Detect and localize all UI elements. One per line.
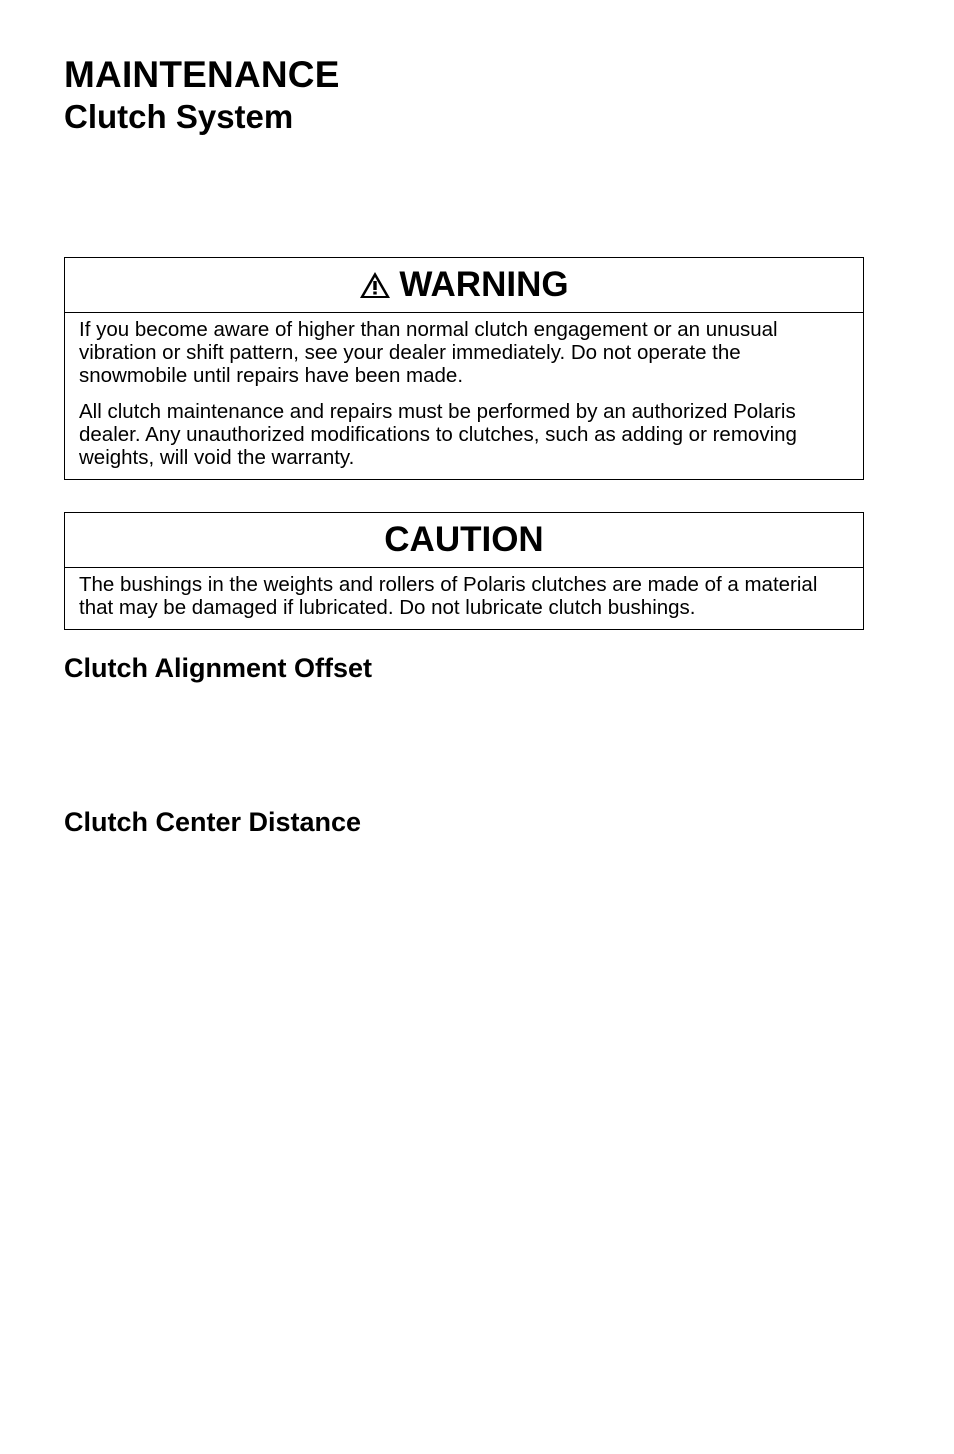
warning-label: WARNING <box>399 265 569 304</box>
page-title: MAINTENANCE <box>64 54 340 95</box>
clutch-center-distance-heading: Clutch Center Distance <box>64 807 362 837</box>
caution-box <box>64 512 864 630</box>
caution-body <box>65 568 863 629</box>
warning-box <box>64 257 864 480</box>
warning-paragraph: If you become aware of higher than normal clutch engagement or an unusual vibration or shift pattern, see your dealer immediately. Do not operate the snowmobile until repairs have been made. <box>79 318 778 387</box>
page-subtitle: Clutch System <box>64 98 294 135</box>
warning-header <box>65 258 863 313</box>
clutch-alignment-offset-heading: Clutch Alignment Offset <box>64 653 372 683</box>
caution-header <box>65 513 863 568</box>
warning-triangle-icon <box>359 271 391 299</box>
caution-paragraph: The bushings in the weights and rollers of Polaris clutches are made of a material that may be damaged if lubricated. Do not lubricate clutch bushings. <box>79 573 818 619</box>
warning-paragraph: All clutch maintenance and repairs must be performed by an authorized Polaris dealer. Any unauthorized modifications to clutches, such as adding or removing weights, will void the warranty. <box>79 400 797 469</box>
caution-label: CAUTION <box>384 520 544 559</box>
warning-body <box>65 313 863 479</box>
